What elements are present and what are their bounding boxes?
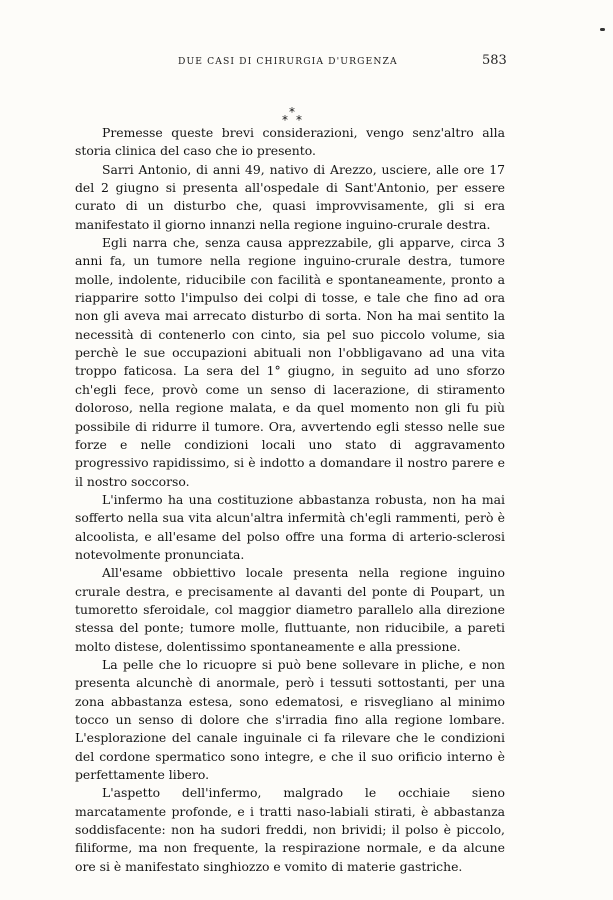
- paragraph-general-aspect: L'aspetto dell'infermo, malgrado le occhiaie sieno marcatamente profonde, e i tratti naso-labiali stirati, è abbastanza soddisfacente: non ha sudori freddi, non brividi; il polso è piccolo, filiforme, ma non frequente, la respirazione normale, e da alcune ore si è manifestato singhiozzo e vomito di materie gastriche.: [75, 785, 505, 874]
- section-break-ornament: * * *: [282, 105, 302, 127]
- scan-speck: [600, 28, 605, 31]
- paragraph-skin: La pelle che lo ricuopre si può bene sollevare in pliche, e non presenta alcunchè di anormale, però i tessuti sottostanti, per una zona abbastanza estesa, sono edematosi, e risvegliano al minimo tocco un senso di dolore che s'irradia fino alla regione lombare. L'esplorazione del canale inguinale ci fa rilevare che le condizioni del cordone spermatico sono integre, e che il suo orificio interno è perfettamente libero.: [75, 656, 505, 783]
- paragraph-patient: Sarri Antonio, di anni 49, nativo di Arezzo, usciere, alle ore 17 del 2 giugno si presenta all'ospedale di Sant'Antonio, per essere curato di un disturbo che, quasi improvvisamente, gli si era manifestato il giorno innanzi nella regione inguino-crurale destra.: [75, 161, 505, 232]
- body-text: [75, 124, 505, 876]
- paragraph-constitution: L'infermo ha una costituzione abbastanza robusta, non ha mai sofferto nella sua vita alcun'altra infermità ch'egli rammenti, però è alcoolista, e all'esame del polso offre una forma di arterio-sclerosi notevolmente pronunciata.: [75, 491, 505, 562]
- paragraph-intro: Premesse queste brevi considerazioni, vengo senz'altro alla storia clinica del caso che io presento.: [75, 125, 505, 159]
- page-number: 583: [482, 53, 507, 68]
- running-title: DUE CASI DI CHIRURGIA D'URGENZA: [178, 56, 398, 67]
- paragraph-local-exam: All'esame obbiettivo locale presenta nella regione inguino crurale destra, e precisamente al davanti del ponte di Poupart, un tumoretto sferoidale, col maggior diametro parallelo alla direzione stessa del ponte; tumore molle, fluttuante, non riducibile, a pareti molto distese, dolentissimo spontaneamente e alla pressione.: [75, 565, 505, 654]
- paragraph-history: Egli narra che, senza causa apprezzabile, gli apparve, circa 3 anni fa, un tumore nella regione inguino-crurale destra, tumore molle, indolente, riducibile con facilità e spontaneamente, pronto a riapparire sotto l'impulso dei colpi di tosse, e tale che fino ad ora non gli aveva mai arrecato disturbo di sorta. Non ha mai sentito la necessità di contenerlo con cinto, sia pel suo piccolo volume, sia perchè le sue occupazioni abituali non l'obbligavano ad una vita troppo faticosa. La sera del 1° giugno, in seguito ad uno sforzo ch'egli fece, provò come un senso di lacerazione, di stiramento doloroso, nella regione malata, e da quel momento non gli fu più possibile di ridurre il tumore. Ora, avvertendo egli stesso nelle sue forze e nelle condizioni locali uno stato di aggravamento progressivo rapidissimo, si è indotto a domandare il nostro parere e il nostro soccorso.: [75, 235, 505, 489]
